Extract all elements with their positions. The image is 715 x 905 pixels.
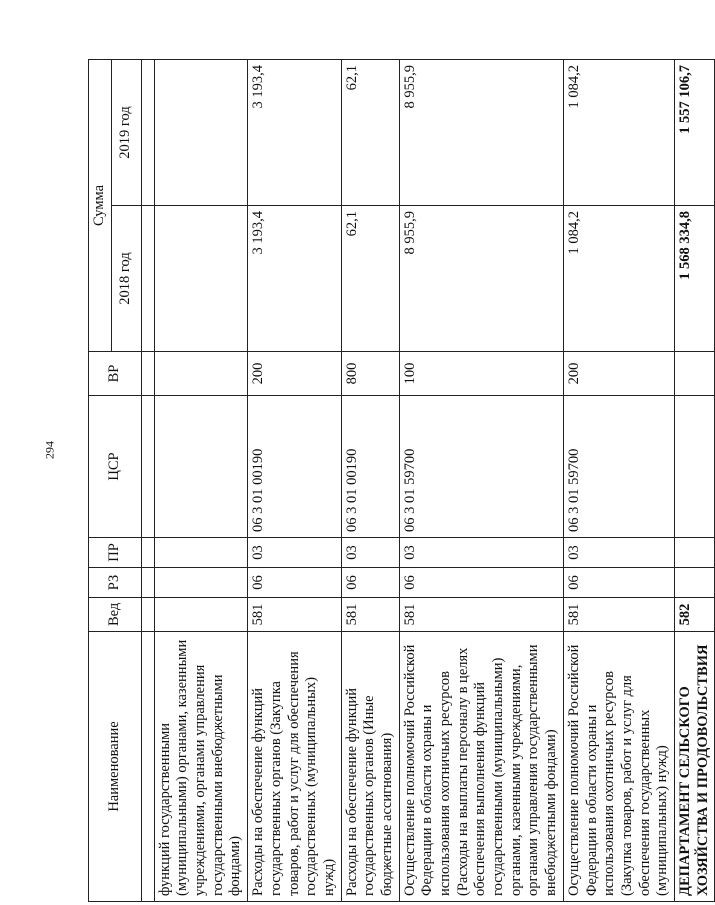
table-row [154, 60, 247, 902]
header-csr: ЦСР [89, 396, 142, 538]
cell-pr: 03 [341, 538, 399, 568]
cell-csr: 06 3 01 00190 [248, 396, 341, 538]
rotated-page [88, 60, 711, 902]
cell-ved: 581 [341, 598, 399, 632]
cell-name: Осуществление полномочий Российской Федерации в области охраны и использования охотничьих ресурсов (Расходы на выплаты персоналу в целях обеспечения выполнения функций государственными (муниципальными) органами, казенными учреждениями, органами управления государственными внебюджетными фондами) [399, 632, 563, 902]
cell-ved [154, 598, 247, 632]
header-summa: Сумма [89, 60, 112, 352]
table-row-department-total [674, 60, 714, 902]
header-pr: ПР [89, 538, 142, 568]
cell-vr: 200 [563, 352, 674, 396]
header-row-1 [89, 60, 112, 902]
cell-2019: 8 955,9 [399, 60, 563, 206]
cell-2019: 62,1 [341, 60, 399, 206]
table-row [399, 60, 563, 902]
cell-csr [154, 396, 247, 538]
cell-csr: 06 3 01 59700 [563, 396, 674, 538]
cell-2019 [154, 60, 247, 206]
cell-ved: 581 [399, 598, 563, 632]
cell-vr: 100 [399, 352, 563, 396]
cell-name: Расходы на обеспечение функций государственных органов (Закупка товаров, работ и услуг для обеспечения государственных (муниципальных) нужд) [248, 632, 341, 902]
cell-2019: 3 193,4 [248, 60, 341, 206]
cell-csr: 06 3 01 00190 [341, 396, 399, 538]
header-name: Наименование [89, 632, 142, 902]
budget-table [88, 59, 715, 902]
header-2018: 2018 год [111, 206, 141, 352]
header-spacer-row [141, 60, 154, 902]
header-ved: Вед [89, 598, 142, 632]
cell-csr: 06 3 01 59700 [399, 396, 563, 538]
cell-2019: 1 557 106,7 [674, 60, 714, 206]
cell-ved: 582 [674, 598, 714, 632]
cell-2018: 8 955,9 [399, 206, 563, 352]
cell-ved: 581 [248, 598, 341, 632]
cell-2018: 1 084,2 [563, 206, 674, 352]
cell-rz: 06 [248, 568, 341, 598]
cell-pr [154, 538, 247, 568]
cell-name: Осуществление полномочий Российской Федерации в области охраны и использования охотничьих ресурсов (Закупка товаров, работ и услуг для обеспечения государственных (муниципальных) нужд) [563, 632, 674, 902]
cell-rz: 06 [341, 568, 399, 598]
cell-vr: 200 [248, 352, 341, 396]
cell-rz [154, 568, 247, 598]
cell-rz: 06 [563, 568, 674, 598]
cell-ved: 581 [563, 598, 674, 632]
header-vr: ВР [89, 352, 142, 396]
header-rz: РЗ [89, 568, 142, 598]
page-number: 294 [42, 441, 57, 459]
cell-vr [154, 352, 247, 396]
cell-pr: 03 [399, 538, 563, 568]
cell-name: Расходы на обеспечение функций государственных органов (Иные бюджетные ассигнования) [341, 632, 399, 902]
cell-2018 [154, 206, 247, 352]
cell-pr [674, 538, 714, 568]
cell-2019: 1 084,2 [563, 60, 674, 206]
table-row [248, 60, 341, 902]
cell-2018: 3 193,4 [248, 206, 341, 352]
cell-csr [674, 396, 714, 538]
table-row [341, 60, 399, 902]
cell-2018: 62,1 [341, 206, 399, 352]
cell-name: функций государственными (муниципальными) органами, казенными учреждениями, органами управления государственными внебюджетными фондами) [154, 632, 247, 902]
cell-pr: 03 [248, 538, 341, 568]
cell-vr: 800 [341, 352, 399, 396]
cell-pr: 03 [563, 538, 674, 568]
cell-rz: 06 [399, 568, 563, 598]
cell-name: ДЕПАРТАМЕНТ СЕЛЬСКОГО ХОЗЯЙСТВА И ПРОДОВОЛЬСТВИЯ [674, 632, 714, 902]
table-row [563, 60, 674, 902]
cell-rz [674, 568, 714, 598]
cell-2018: 1 568 334,8 [674, 206, 714, 352]
header-2019: 2019 год [111, 60, 141, 206]
cell-vr [674, 352, 714, 396]
